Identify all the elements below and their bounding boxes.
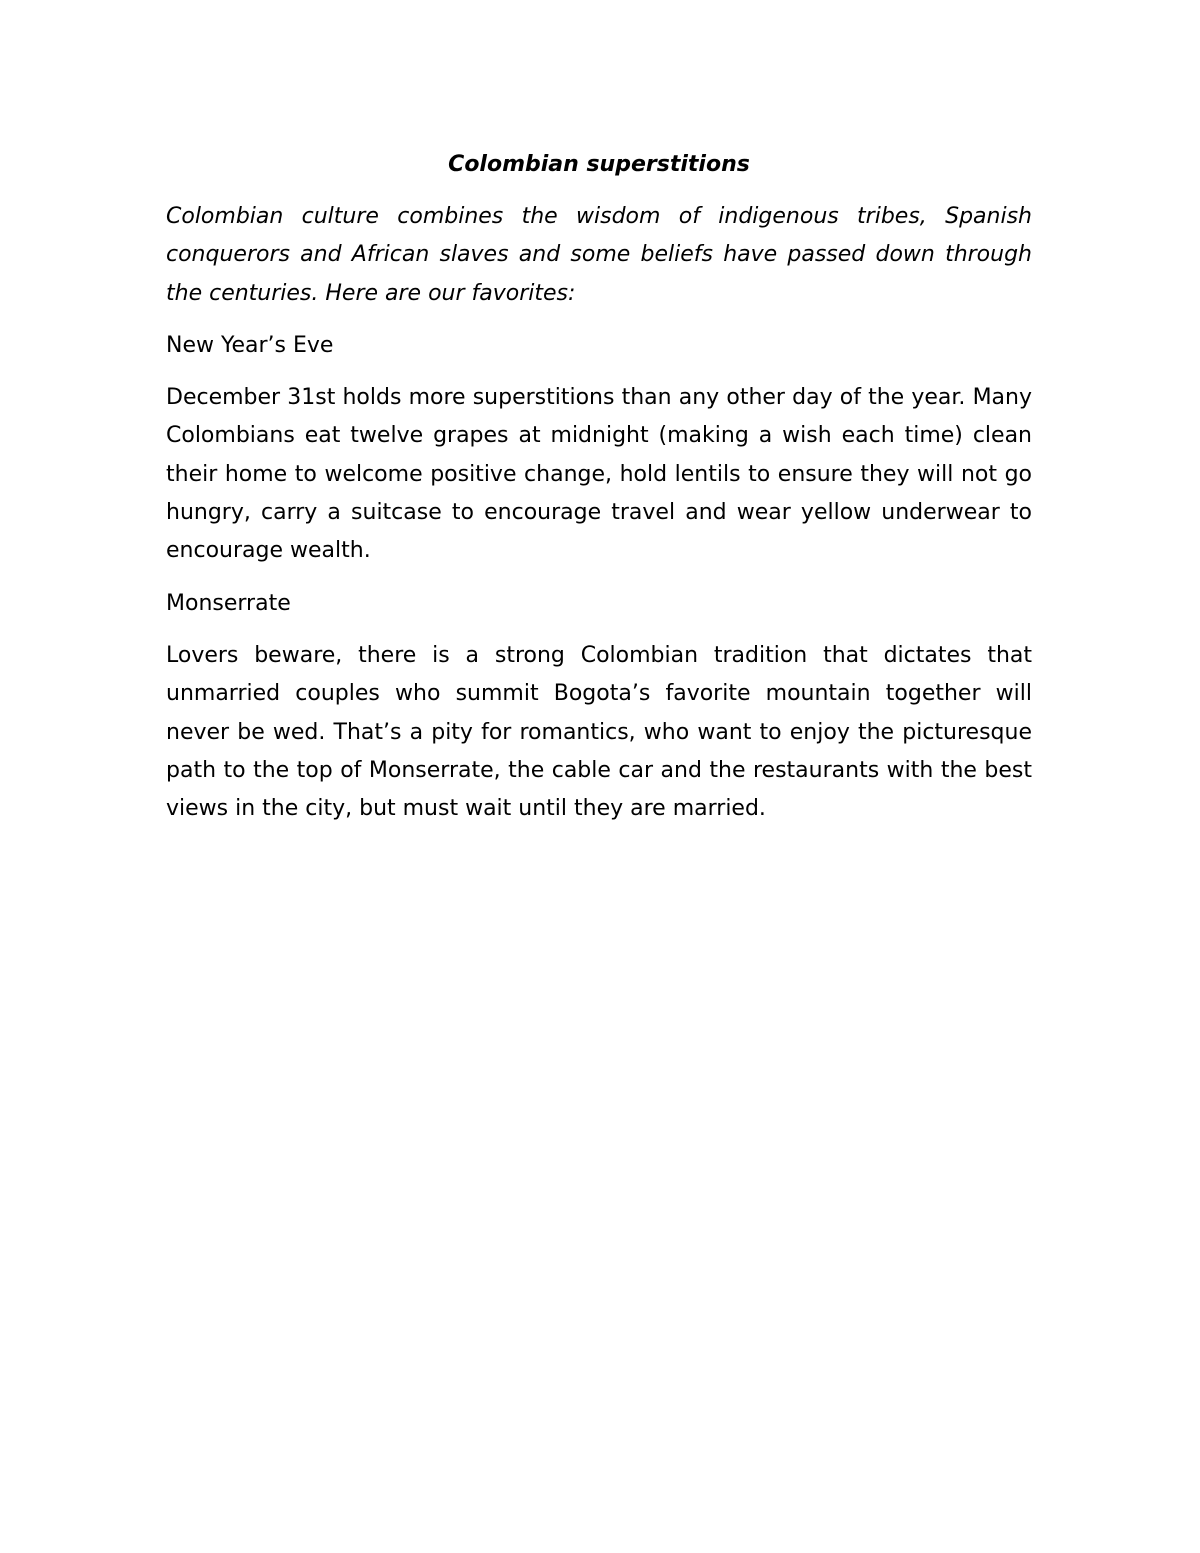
section-body-new-years-eve: December 31st holds more superstitions than any other day of the year. Many Colombians eat twelve grapes at midnight (making a wish each time) clean their home to welcome positive change, hold lentils to ensure they will not go hungry, carry a suitcase to encourage travel and wear yellow underwear to encourage wealth. xyxy=(166,385,1032,564)
section-heading-new-years-eve: New Year’s Eve xyxy=(166,332,334,358)
document-title: Colombian superstitions xyxy=(448,152,750,177)
document-content xyxy=(166,146,1032,842)
intro-paragraph: Colombian culture combines the wisdom of indigenous tribes, Spanish conquerors and African slaves and some beliefs have passed down through the centuries. Here are our favorites: xyxy=(166,204,1032,306)
section-body-monserrate: Lovers beware, there is a strong Colombian tradition that dictates that unmarried couples who summit Bogota’s favorite mountain together will never be wed. That’s a pity for romantics, who want to enjoy the picturesque path to the top of Monserrate, the cable car and the restaurants with the best views in the city, but must wait until they are married. xyxy=(166,642,1032,822)
section-heading-monserrate: Monserrate xyxy=(166,590,291,616)
